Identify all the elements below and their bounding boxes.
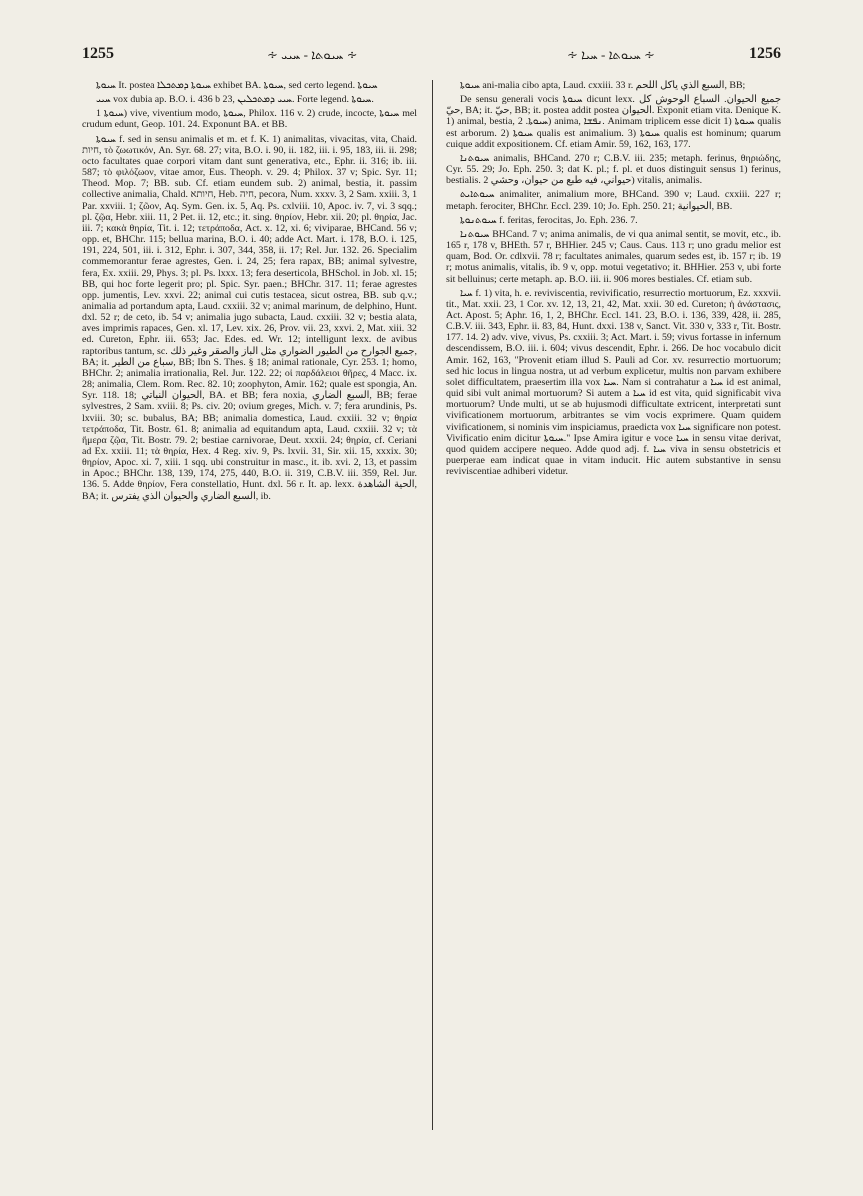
entry-paragraph: ܚܝܘܬܢܐ BHCand. 7 v; anima animalis, de vi qua animal sentit, se movit, etc., ib. 165 r, 178 v, BHEth. 57 r, BHHier. 245 v; Caus. Caus. 113 r; uno gradu melior est quam, Bod. Or. cdlxvii. 78 r; facultates animales, quarum sedes est, ib. 157 r; ib. 19 r; motus animalis, vitalis, ib. 9 v, opp. motui vegetativo; it. BHHier. 253 v, ubi forte sit belluinus; certe metaph. ap. B.O. iii. ii. 906 mores bestiales. Cf. etiam sub. bbox=[446, 228, 781, 285]
left-running-title: ∻ ܚܝܘܬܐ - ܚܝܝ ∻ bbox=[267, 47, 358, 62]
entry-paragraph: ܚܝܘܬܐ It. postea ܚܝܘܬܐ ܕܡܬܟܠܐ exhibet BA. ܚܝܘܬܐ, sed certo legend. ܚܝܘܬܐ bbox=[96, 80, 378, 91]
entry-paragraph: ܚܝܘܬܢܐ animalis, BHCand. 270 r; C.B.V. iii. 235; metaph. ferinus, θηριώδης, Cyr. 55. 29; Jo. Eph. 250. 3; dat K. pl.; f. pl. et duos distinguit sensus 1) ferinus, bestialis. حيواني، فيه طبع من حيوان، وحشي 2) vitalis, animalis. bbox=[446, 152, 781, 187]
page-header bbox=[82, 45, 781, 69]
left-page-number: 1255 bbox=[82, 45, 114, 62]
left-column bbox=[82, 80, 417, 1130]
entry-paragraph: De sensu generali vocis ܚܝܘܬܐ dicunt lexx. جميع الحيوان. السباع الوحوش كل حيّ, BA; it. حيّ, BB; it. postea addit postea الحيوان. Exponit etiam vita. Denique K. 1) animal, bestia, ܚܝܘܬܐ. 2) anima, ܢܦܫܐ. Animam triplicem esse dicit 1) ܚܝܘܬܐ qualis est arborum. 2) ܚܝܘܬܐ qualis est animalium. 3) ܚܝܘܬܐ qualis est hominum; quarum cuique addit expositionem. Cf. etiam Amir. 59, 162, 163, 177. bbox=[446, 94, 781, 150]
right-column bbox=[446, 80, 781, 1130]
column-divider bbox=[432, 80, 433, 1130]
entry-paragraph: ܚܝܘܬܐ f. sed in sensu animalis et m. et f. K. 1) animalitas, vivacitas, vita, Chaid. חיות, τὸ ζωωτικόν, An. Syr. 68. 27; vita, B.O. i. 90, ii. 182, iii. i. 95, 183, iii. ii. 298; octo facultates quae corpori vitam dant sunt generativa, etc., Ephr. ii. 316; ib. iii. 587; τὸ φιλόζωον, vitae amor, Eus. Theoph. v. 29. 4; Philox. 37 v; Spic. Syr. 11; Theod. Mop. 7; BB. sub. Cf. etiam eundem sub. 2) animal, bestia, it. passim collective animalia, Chald. חיותא, Heb. חיה, pecora, Num. xxxv. 3, 2 Sam. xxiii. 3, 1 Par. xxviii. 1; ζῶον, Aq. Sym. Gen. ix. 5, Aq. Ps. cxlviii. 10, Apoc. iv. 7, vi. 3 sqq.; pl. ζῷα, Hebr. xiii. 11, 2 Pet. ii. 12, etc.; it. sing. θηρίον, Hebr. xii. 20; pl. θηρία, Jac. iii. 7; κακὰ θηρία, Tit. i. 12; τετράποδα, Act. x. 12, xi. 6; viviparae, BHCand. 56 v; opp. et, BHChr. 115; bellua marina, B.O. i. 40; adde Act. Mart. i. 178, B.O. i. 125, 191, 224, 501, iii. i. 312, Ephr. i. 307, 344, 358, ii. 17; Rel. Jur. 132. 26. Specialim commemorantur ferae agrestes, Gen. i. 24, 25; fera rapax, BB; animal sylvestre, fera, Ex. xxiii. 29, Phys. 3; pl. Ps. lxxx. 13; fera deserticola, BHSchol. in Job. xl. 15; BB, qui hoc forte legerit pro; pl. Spic. Syr. paen.; BHChr. 317. 11; ferae agrestes opp. jumentis, Lev. xxvi. 22; animal cui cutis testacea, sicut ostrea, BB. sub q.v.; animalia ad portandum apta, Laud. cxxiii. 32 v; animal marinum, de delphino, Hunt. dxl. 52 r; de ceto, ib. 54 v; animalia jugo subacta, Laud. cxxiii. 32 v; bestia alata, aves imprimis rapaces, Gen. xl. 17, Lev. xix. 26, Prov. vii. 23, xxvi. 2, Mat. xiii. 32 ed. Cureton, Ephr. iii. 653; Jac. Edes. ed. Wr. 12; intelligunt lexx. de avibus raptoribus tantum, sc. جميع الجوارح من الطيور الضواري مثل الباز والصقر وغير ذلك, BA; it. سباع من الطير, BB; Ibn S. Thes. § 18; animal rationale, Cyr. 253. 1; homo, BHChr. 2; animalia irrationalia, Rel. Jur. 122. 22; οἱ παρδάλειοι θῆρες, 4 Macc. ix. 28; animalia, Clem. Rom. Rec. 82. 10; zoophyton, Amir. 162; quale est spongia, An. Syr. 118. 18; الحيوان النباتي, BA. et BB; fera noxia, السبع الضاري, BB; ferae sylvestres, 2 Sam. xviii. 8; Ps. civ. 20; ovium greges, Mich. v. 7; fera arundinis, Ps. lxviii. 30; sc. bubalus, BA; BB; animalia domestica, Laud. cxxiii. 32 v; θηρία τετράποδα, Tit. Bostr. 61. 8; animalia ad equitandum apta, Laud. cxxiii. 32 v; τὰ ἥμερα ζῷα, Tit. Bostr. 79. 2; bestiae carnivorae, Deut. xxxii. 24; θηρία, cf. Ceriani ad Ex. xxiii. 11; τὰ θηρία, Hex. 4 Reg. xiv. 9, Ps. lxvii. 31, Sir. xii. 15, xxxix. 30; θηρίον, Apoc. xi. 7, xiii. 1 sqq. ubi construitur in masc., it. ib. xvi. 2, 13, et passim in Apoc.; BHChr. 138, 139, 174, 275, 440, B.O. ii. 319, C.B.V. iii. 359, Rel. Jur. 136. 5. Adde θηρίον, Fera constellatio, Hunt. dxl. 56 r. It. ap. lexx. الحية الشاهدة, BA; it. السبع الضاري والحيوان الذي يفترس, ib. bbox=[82, 133, 417, 502]
entry-paragraph: ܚܝܘܬܢܘܬܐ f. feritas, ferocitas, Jo. Eph. 236. 7. bbox=[460, 214, 638, 226]
right-page-number: 1256 bbox=[749, 45, 781, 62]
entry-paragraph: ܚܝܘܬܐܝܬ animaliter, animalium more, BHCand. 390 v; Laud. cxxiii. 227 r; metaph. ferociter, BHChr. Eccl. 239. 10; Jo. Eph. 250. 21; الحيوانية, BB. bbox=[446, 189, 781, 212]
right-running-title: ∻ ܚܝܘܬܐ - ܚܝܐ ∻ bbox=[567, 47, 655, 62]
entry-paragraph: ܚܝܝ vox dubia ap. B.O. i. 436 b 23, ܚܝܝ ܕܡܬܟܠܝܢ. Forte legend. ܚܝܘܬܐ. bbox=[96, 94, 374, 106]
entry-paragraph: ܚܝܘܬܐ 1) vive, viventium modo, ܚܝܘܬܐ, Philox. 116 v. 2) crude, incocte, ܚܝܘܬܐ mel crudum edunt, Geop. 101. 24. Exponunt BA. et BB. bbox=[82, 108, 417, 131]
entry-paragraph: ܚܝܐ f. 1) vita, h. e. reviviscentia, revivificatio, resurrectio mortuorum, Ez. xxxvii. tit., Mat. xxii. 23, 1 Cor. xv. 12, 13, 21, 42, Mat. xxii. 30 ed. Cureton; ἡ ἀνάστασις, Act. Apost. 5; Aphr. 16, 1, 2, BHChr. Eccl. 141. 23, B.O. i. 136, 339, 428, ii. 285, C.B.V. iii. 343, Ephr. ii. 83, 84, Hunt. dxxi. 138 v, Sanct. Vit. 330 v, 333 r, Tit. Bostr. 177. 14. 2) adv. vive, vivus, Ps. cxxiii. 3; Act. Mart. i. 59; vivus fortasse in infernum descendissem, B.O. iii. i. 604; vivus descendit, Ephr. i. 266. De hoc vocabulo dicit Amir. 162, 163, "Provenit etiam illud S. Pauli ad Cor. xv. resurrectio mortuorum; sed hic locus in lingua nostra, ut ad verbum explicetur, multis non parvam exhibere solet difficultatem, praesertim illa vox ܚܝܐ. Nam si contrahatur a ܚܝܐ id est animal, quid sibi vult animal mortuorum? Si autem a ܚܝܐ id est vita, quid significabit viva mortuorum? Unde multi, ut se ab hujusmodi difficultate extricent, interpretati sunt vivificationem mortuorum, arbitrantes se vim vocis exprimere. Quam quidem vivificationem, si nominis vim inspiciamus, praedicta vox ܚܝܐ significare non potest. Vivificatio enim dicitur ܚܝܘܬܐ." Ipse Amira igitur e voce ܚܝܐ in sensu vitae derivat, quod quidem accipere nequeo. Adde quod adj. f. ܚܝܐ viva in sensu obstetricis et puerperae eam indicat quae in vitam inducit. Hic autem substantive in sensu reviviscentiae adhiberi videtur. bbox=[446, 287, 781, 478]
entry-paragraph: ܚܝܘܬܐ ani-malia cibo apta, Laud. cxxiii. 33 r. السبع الذي ياكل اللحم, BB; bbox=[460, 80, 746, 91]
